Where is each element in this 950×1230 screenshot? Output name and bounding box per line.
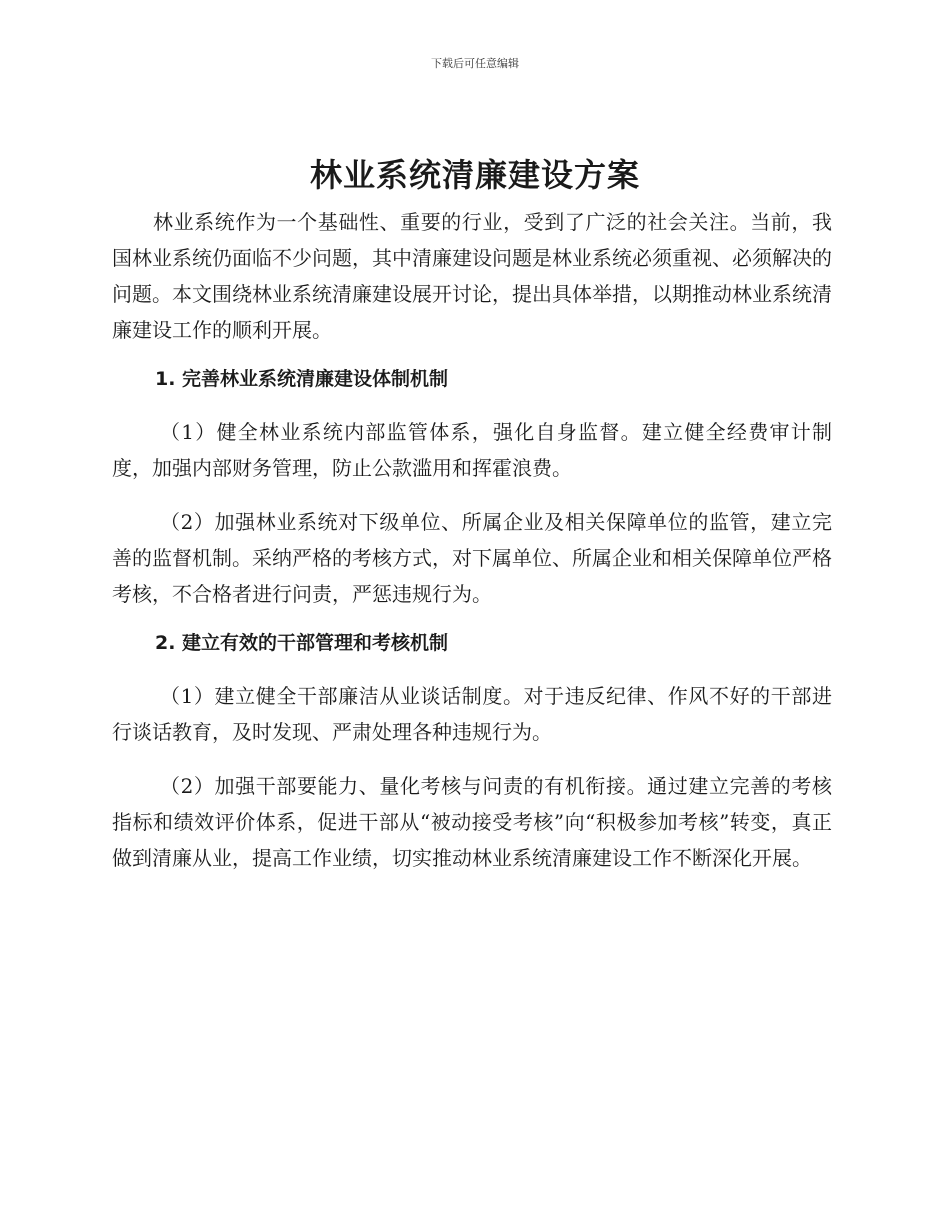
intro-paragraph: 林业系统作为一个基础性、重要的行业，受到了广泛的社会关注。当前，我国林业系统仍面临不少问题，其中清廉建设问题是林业系统必须重视、必须解决的问题。本文围绕林业系统清廉建设展开讨论，提出具体举措，以期推动林业系统清廉建设工作的顺利开展。: [112, 210, 832, 342]
section-2-item-1: （1）建立健全干部廉洁从业谈话制度。对于违反纪律、作风不好的干部进行谈话教育，及时发现、严肃处理各种违规行为。: [112, 684, 832, 744]
section-1-item-2: （2）加强林业系统对下级单位、所属企业及相关保障单位的监管，建立完善的监督机制。采纳严格的考核方式，对下属单位、所属企业和相关保障单位严格考核，不合格者进行问责，严惩违规行为。: [112, 510, 832, 606]
document-body: [112, 204, 832, 876]
page-header: 下载后可任意编辑: [431, 57, 519, 70]
document-title: 林业系统清廉建设方案: [309, 156, 640, 194]
section-heading-1: 1. 完善林业系统清廉建设体制机制: [155, 368, 449, 390]
section-heading-2: 2. 建立有效的干部管理和考核机制: [155, 632, 449, 654]
section-1-item-1: （1）健全林业系统内部监管体系，强化自身监督。建立健全经费审计制度，加强内部财务管理，防止公款滥用和挥霍浪费。: [112, 420, 832, 480]
section-2-item-2: （2）加强干部要能力、量化考核与问责的有机衔接。通过建立完善的考核指标和绩效评价体系，促进干部从“被动接受考核”向“积极参加考核”转变，真正做到清廉从业，提高工作业绩，切实推动林业系统清廉建设工作不断深化开展。: [112, 774, 832, 870]
